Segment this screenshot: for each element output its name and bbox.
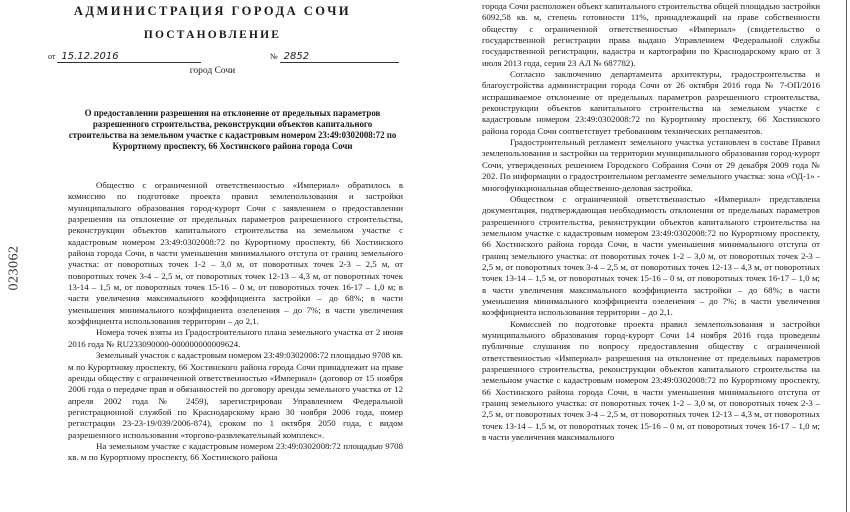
date-line <box>48 51 201 63</box>
paragraph: Обществом с ограниченной ответственностью «Империал» представлена документация, подтверждающая необходимость отклонения от предельных параметров разрешенного строительства, реконструкции объектов капитального строительства на земельном участке с кадастровым номером 23:49:0302008:72 по Курортному проспекту, 66 Хостинского района города Сочи, в части уменьшения минимального отступа от границ земельного участка: от поворотных точек 1-2 – 3,0 м, от поворотных точек 2-3 – 2,5 м, от поворотных точек 3-4 – 2,5 м, от поворотных точек 12-13 – 4,3 м, от поворотных точек 13-14 – 1,5 м, от поворотных точек 15-16 – 0 м, от поворотных точек 16-17 – 1,0 м; в части увеличения максимального коэффициента застройки – до 68%; в части уменьшения минимального коэффициента озеленения – до 7%; в части увеличения коэффициента использования территории – до 2,1. <box>482 193 820 318</box>
date-prefix: от <box>48 52 56 61</box>
date-value: 15.12.2016 <box>57 51 201 63</box>
document-title: О предоставлении разрешения на отклонение от предельных параметров разрешенного строительства, реконструкции объектов капитального строительства на земельном участке с кадастровым номером 23:49:0302008:72 по Курортному проспекту, 66 Хостинского района города Сочи <box>68 108 397 151</box>
paragraph: Градостроительный регламент земельного участка установлен в составе Правил землепользования и застройки на территории муниципального образования город-курорт Сочи, утвержденных решением Городского Собрания Сочи от 29 декабря 2009 года № 202. По информации о градостроительном регламенте земельного участка: зона «ОД-1» - многофункциональная общественно-деловая застройка. <box>482 137 820 193</box>
paragraph: Комиссией по подготовке проекта правил землепользования и застройки муниципального образования город-курорт Сочи 14 ноября 2016 года проведены публичные слушания по вопросу предоставления обществу с ограниченной ответственностью «Империал» разрешения на отклонение от предельных параметров разрешенного строительства, реконструкции объектов капитального строительства на земельном участке с кадастровым номером 23:49:0302008:72 по Курортному проспекту, 66 Хостинского района города Сочи, в части уменьшения минимального отступа от границ земельного участка: от поворотных точек 1-2 – 3,0 м, от поворотных точек 2-3 – 2,5 м, от поворотных точек 3-4 – 2,5 м, от поворотных точек 12-13 – 4,3 м, от поворотных точек 13-14 – 1,5 м, от поворотных точек 15-16 – 0 м, от поворотных точек 16-17 – 1,0 м; в части увеличения максимального <box>482 318 820 443</box>
document-type: ПОСТАНОВЛЕНИЕ <box>143 29 282 41</box>
city-label: город Сочи <box>189 66 236 76</box>
paragraph: На земельном участке с кадастровым номером 23:49:0302008:72 площадью 9708 кв. м по Курортному проспекту, 66 Хостинского района <box>68 440 403 463</box>
paragraph: Общество с ограниченной ответственностью «Империал» обратилось в комиссию по подготовке проекта правил землепользования и застройки муниципального образования город-курорт Сочи с заявлением о предоставлении разрешения на отклонение от предельных параметров разрешенного строительства, реконструкции объектов капитального строительства на земельном участке с кадастровым номером 23:49:0302008:72 по Курортному проспекту, 66 Хостинского района города Сочи, в части уменьшения минимального отступа от границ земельного участка: от поворотных точек 1-2 – 3,0 м, от поворотных точек 2-3 – 2,5 м, от поворотных точек 3-4 – 2,5 м, от поворотных точек 12-13 – 4,3 м, от поворотных точек 13-14 – 1,5 м, от поворотных точек 15-16 – 0 м, от поворотных точек 16-17 – 1,0 м; в части увеличения максимального коэффициента застройки – до 68%; в части уменьшения минимального коэффициента озеленения – до 7%; в части увеличения коэффициента использования территории – до 2,1. <box>68 180 403 327</box>
right-body-text <box>482 1 820 443</box>
document-number: 2852 <box>280 51 399 63</box>
paragraph: города Сочи расположен объект капитального строительства общей площадью застройки 6092,58 кв. м, степень готовности 11%, принадлежащий на праве собственности обществу с ограниченной ответственностью «Империал» (свидетельство о государственной регистрации права выдано Управлением Федеральной службы государственной регистрации, кадастра и картографии по Краснодарскому краю от 3 июля 2013 года, серия 23 АЛ № 687782). <box>482 1 820 68</box>
document-page-right <box>425 0 847 512</box>
paragraph: Номера точек взяты из Градостроительного плана земельного участка от 2 июня 2016 года № RU233090000-000000000009624. <box>68 327 403 349</box>
left-body-text <box>68 180 403 464</box>
stamp-number: 023062 <box>6 245 22 291</box>
paragraph: Земельный участок с кадастровым номером 23:49:0302008:72 площадью 9708 кв. м по Курортному проспекту, 66 Хостинского района города Сочи принадлежит на праве аренды обществу с ограниченной ответственностью «Империал» (договор от 15 ноября 2006 года о передаче прав и обязанностей по договору аренды земельного участка от 12 апреля 2002 года № 2459), зарегистрирован Управлением Федеральной регистрационной службой по Краснодарскому краю 30 ноября 2006 года, номер регистрации 23-23-19/039/2006-874), сроком по 1 октября 2050 года, с видом разрешенного использования «торгово-развлекательный комплекс». <box>68 350 403 440</box>
number-line <box>270 51 399 63</box>
paragraph: Согласно заключению департамента архитектуры, градостроительства и благоустройства администрации города Сочи от 26 октября 2016 года № 7-ОП/2016 испрашиваемое отклонение от предельных параметров разрешенного строительства, реконструкции объектов капитального строительства на земельном участке с кадастровым номером 23:49:0302008:72 по Курортному проспекту, 66 Хостинского района города Сочи соответствует требованиям технических регламентов. <box>482 69 820 136</box>
number-prefix: № <box>270 52 278 61</box>
organization-header: АДМИНИСТРАЦИЯ ГОРОДА СОЧИ <box>73 4 352 18</box>
